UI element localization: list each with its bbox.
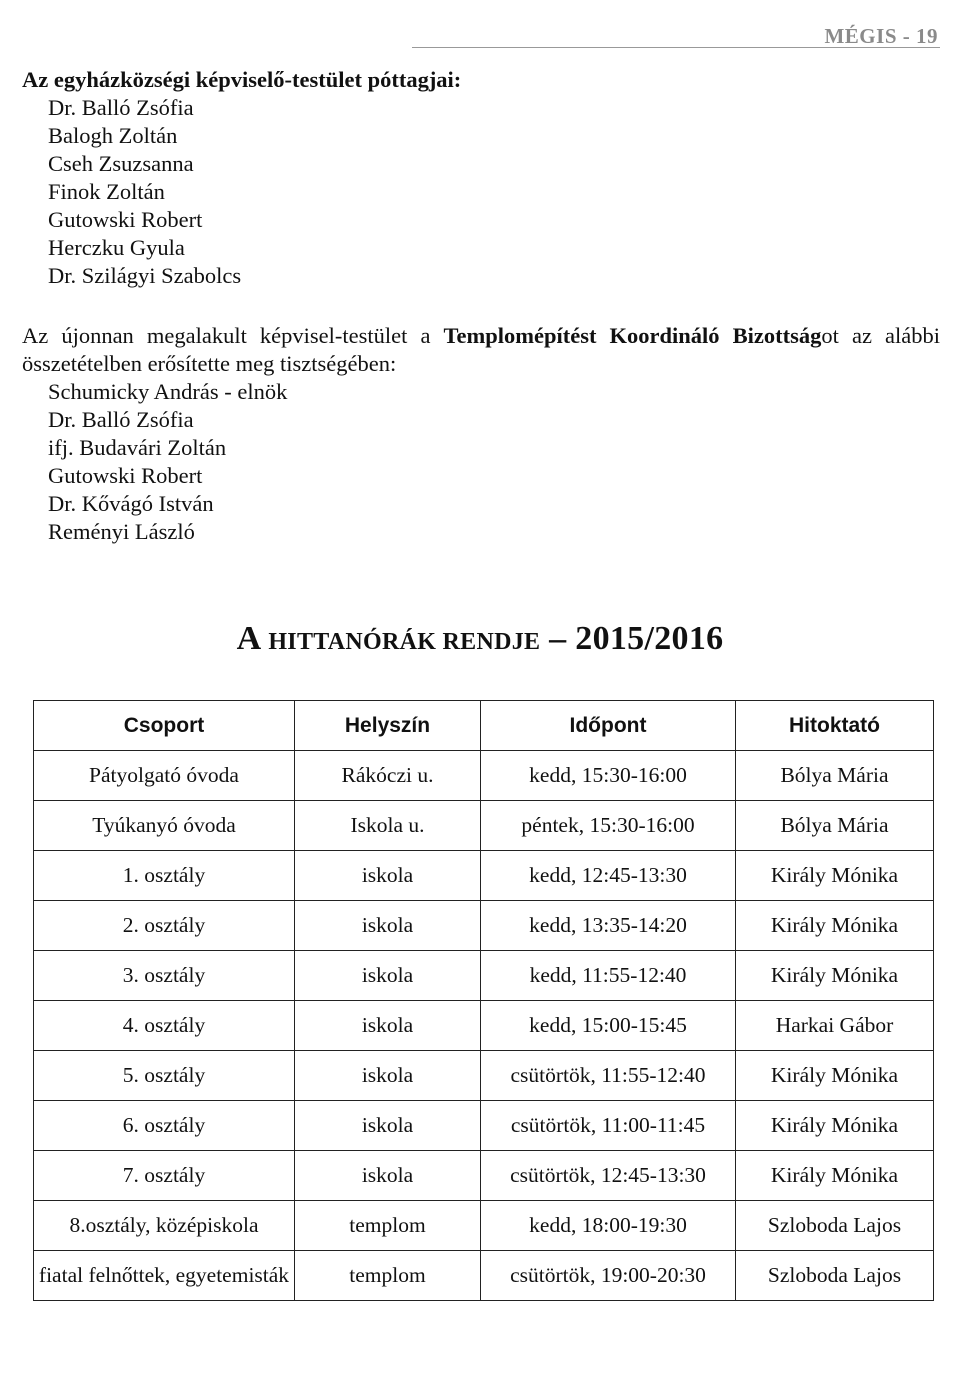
table-cell: kedd, 15:00-15:45 [481,1001,736,1051]
table-row [34,1201,934,1251]
list-item: Dr. Kővágó István [48,491,214,516]
table-row [34,1251,934,1301]
table-cell: 4. osztály [34,1001,295,1051]
table-cell: iskola [295,851,481,901]
table-cell: Király Mónika [736,951,934,1001]
table-cell: 8.osztály, középiskola [34,1201,295,1251]
table-cell: Iskola u. [295,801,481,851]
table-row [34,851,934,901]
paragraph-text: Az újonnan megalakult képvisel-testület a [22,323,444,348]
committee-members-list [22,378,940,546]
table-cell: csütörtök, 11:00-11:45 [481,1101,736,1151]
table-cell: iskola [295,901,481,951]
table-cell: iskola [295,1101,481,1151]
table-cell: 1. osztály [34,851,295,901]
list-item: Finok Zoltán [48,179,165,204]
list-item: Balogh Zoltán [48,123,178,148]
page-header-label: MÉGIS - 19 [824,24,938,48]
table-cell: Király Mónika [736,1101,934,1151]
table-cell: csütörtök, 12:45-13:30 [481,1151,736,1201]
list-item: Herczku Gyula [48,235,185,260]
table-cell: iskola [295,1051,481,1101]
committee-name: Templomépítést Koordináló Bizottság [443,323,822,348]
schedule-title [0,620,960,658]
table-row [34,901,934,951]
list-item: Cseh Zsuzsanna [48,151,194,176]
table-cell: iskola [295,1001,481,1051]
schedule-table [33,700,934,1301]
column-header: Időpont [481,701,736,751]
table-cell: 5. osztály [34,1051,295,1101]
table-cell: iskola [295,951,481,1001]
table-cell: kedd, 15:30-16:00 [481,751,736,801]
committee-paragraph [22,322,940,378]
table-cell: péntek, 15:30-16:00 [481,801,736,851]
table-cell: kedd, 12:45-13:30 [481,851,736,901]
list-item: ifj. Budavári Zoltán [48,435,227,460]
table-cell: Pátyolgató óvoda [34,751,295,801]
title-dash: – [540,620,576,657]
table-row [34,1001,934,1051]
table-cell: iskola [295,1151,481,1201]
table-cell: templom [295,1251,481,1301]
list-item: Dr. Szilágyi Szabolcs [48,263,242,288]
list-item: Gutowski Robert [48,207,203,232]
list-item: Reményi László [48,519,195,544]
table-cell: Tyúkanyó óvoda [34,801,295,851]
table-cell: csütörtök, 19:00-20:30 [481,1251,736,1301]
table-cell: csütörtök, 11:55-12:40 [481,1051,736,1101]
table-row [34,1051,934,1101]
table-cell: kedd, 11:55-12:40 [481,951,736,1001]
table-cell: Bólya Mária [736,801,934,851]
list-item: Dr. Balló Zsófia [48,95,194,120]
schedule-table-body [34,751,934,1301]
table-cell: kedd, 18:00-19:30 [481,1201,736,1251]
table-cell: fiatal felnőttek, egyetemisták [34,1251,295,1301]
table-row [34,951,934,1001]
table-cell: 2. osztály [34,901,295,951]
table-cell: Rákóczi u. [295,751,481,801]
column-header: Helyszín [295,701,481,751]
table-cell: Harkai Gábor [736,1001,934,1051]
table-cell: 6. osztály [34,1101,295,1151]
title-year: 2015/2016 [575,620,724,657]
table-cell: Szloboda Lajos [736,1251,934,1301]
committee-section [22,322,940,546]
column-header: Hitoktató [736,701,934,751]
table-cell: Király Mónika [736,901,934,951]
table-cell: 7. osztály [34,1151,295,1201]
list-item: Schumicky András - elnök [48,379,288,404]
table-cell: 3. osztály [34,951,295,1001]
table-cell: templom [295,1201,481,1251]
table-row [34,751,934,801]
substitute-members-heading: Az egyházközségi képviselő-testület póttagjai: [22,67,462,92]
paragraph-text: ot az alábbi összetételben erősítette meg tisztségében: [22,323,940,376]
table-row [34,1151,934,1201]
table-header-row [34,701,934,751]
table-cell: Király Mónika [736,1051,934,1101]
title-article: A [236,620,269,657]
title-main: HITTANÓRÁK RENDJE [268,629,541,655]
table-row [34,801,934,851]
substitute-members-list [22,94,461,290]
table-cell: kedd, 13:35-14:20 [481,901,736,951]
table-row [34,1101,934,1151]
list-item: Dr. Balló Zsófia [48,407,194,432]
table-cell: Király Mónika [736,1151,934,1201]
table-cell: Király Mónika [736,851,934,901]
column-header: Csoport [34,701,295,751]
table-cell: Bólya Mária [736,751,934,801]
table-cell: Szloboda Lajos [736,1201,934,1251]
substitute-members-section [22,66,461,290]
list-item: Gutowski Robert [48,463,203,488]
